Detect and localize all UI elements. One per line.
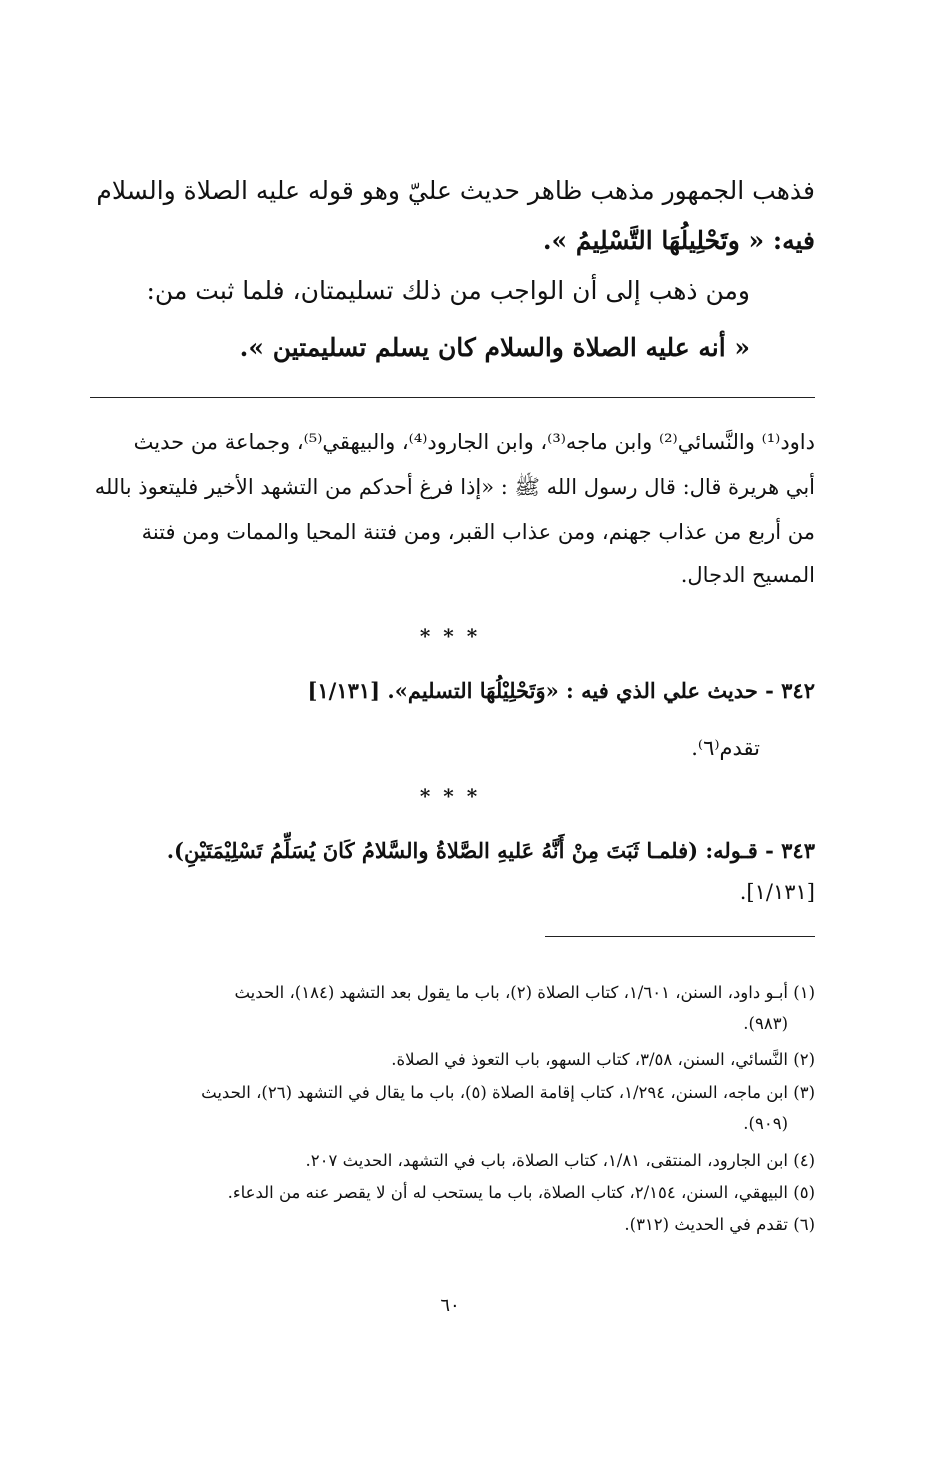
footnote-1-line-1: (١) أبـو داود، السنن، ١/٦٠١، كتاب الصلاة (٢)، باب ما يقول بعد التشهد (١٨٤)، الحديث <box>234 983 815 1002</box>
hadith-342-heading: ٣٤٢ - حديث علي الذي فيه : «وَتَحْلِيْلُهَا التسليم». [١/١٣١] <box>307 678 815 703</box>
footnote-5: (٥) البيهقي، السنن، ٢/١٥٤، كتاب الصلاة، باب ما يستحب له أن لا يقصر عنه من الدعاء. <box>227 1183 815 1202</box>
note-line-4: المسيح الدجال. <box>680 563 815 587</box>
section-rule <box>90 397 815 398</box>
hadith-343-line-1: ٣٤٣ - قـوله: (فلمـا ثَبَتَ مِنْ أَنَّهُ عَليهِ الصَّلاةُ والسَّلامُ كَانَ يُسَلِّمُ تَسْلِيْمَتَيْنِ). <box>166 838 815 863</box>
note-line-2: أبي هريرة قال: قال رسول الله ﷺ : «إذا فرغ أحدكم من التشهد الأخير فليتعوذ بالله <box>94 475 815 499</box>
page-number: ٦٠ <box>440 1295 460 1316</box>
separator-stars-1: * * * <box>419 624 481 648</box>
footnote-2: (٢) النَّسائي، السنن، ٣/٥٨، كتاب السهو، باب التعوذ في الصلاة. <box>391 1050 815 1069</box>
note-line-1: داود⁽¹⁾ والنَّسائي⁽²⁾ وابن ماجه⁽³⁾، وابن الجارود⁽⁴⁾، والبيهقي⁽⁵⁾، وجماعة من حديث <box>133 430 815 454</box>
separator-stars-2: * * * <box>419 784 481 808</box>
footnote-3-line-1: (٣) ابن ماجه، السنن، ١/٢٩٤، كتاب إقامة الصلاة (٥)، باب ما يقال في التشهد (٢٦)، الحديث <box>201 1083 815 1102</box>
hadith-342-body: تقدم⁽٦⁾. <box>691 736 760 760</box>
footnote-3-line-2: (٩٠٩). <box>743 1114 788 1133</box>
main-text-line-3: ومن ذهب إلى أن الواجب من ذلك تسليمتان، فلما ثبت من: <box>146 276 750 305</box>
footnote-rule <box>545 936 815 937</box>
footnote-4: (٤) ابن الجارود، المنتقى، ١/٨١، كتاب الصلاة، باب في التشهد، الحديث ٢٠٧. <box>305 1151 815 1170</box>
hadith-343-line-2: [١/١٣١]. <box>739 880 815 904</box>
note-line-3: من أربع من عذاب جهنم، ومن عذاب القبر، ومن فتنة المحيا والممات ومن فتنة <box>141 520 815 544</box>
footnote-6: (٦) تقدم في الحديث (٣١٢). <box>624 1215 815 1234</box>
footnote-1-line-2: (٩٨٣). <box>743 1014 788 1033</box>
main-text-line-4: « أنه عليه الصلاة والسلام كان يسلم تسليمتين ». <box>239 333 750 362</box>
main-text-line-1: فذهب الجمهور مذهب ظاهر حديث عليّ وهو قوله عليه الصلاة والسلام <box>96 176 815 205</box>
main-text-line-2: فيه: « وتَحْلِيلُهَا التَّسْلِيمُ ». <box>542 226 815 255</box>
